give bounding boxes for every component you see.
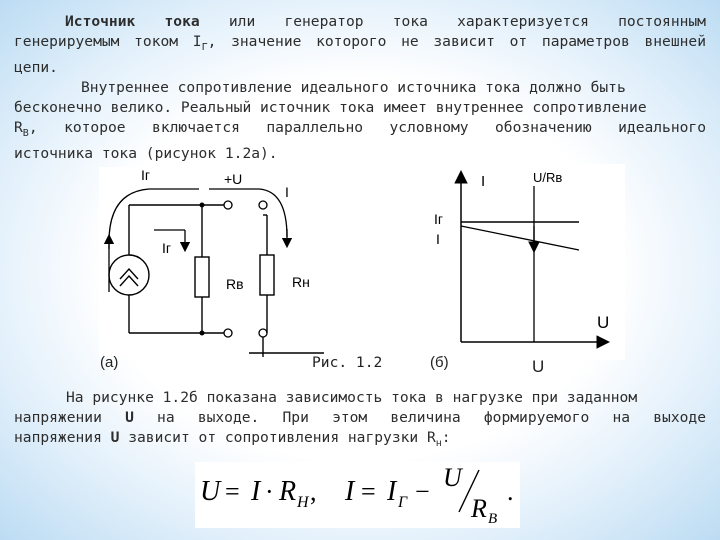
formula-eq1: =: [225, 477, 240, 506]
paragraph2-line3-b: , которое включается параллельно условному обозначению идеального: [28, 119, 706, 136]
line-i-load: [461, 226, 579, 250]
formula-period: .: [507, 477, 514, 506]
paragraph2-line3-a: R: [14, 119, 23, 136]
subscript-n: н: [435, 437, 442, 449]
paragraph3-line3: [14, 428, 706, 454]
paragraph3-line2-a: напряжении: [14, 409, 126, 426]
figure-current-voltage-graph: [429, 164, 625, 360]
paragraph2-line3: [14, 118, 706, 144]
label-ig-top: Iг: [141, 167, 150, 183]
paragraph1-line1: [14, 12, 706, 32]
formula-sub-n: Н: [297, 494, 309, 511]
formula-num-u: U: [443, 463, 462, 492]
formula-dot: ·: [265, 477, 274, 506]
label-i: I: [285, 184, 289, 200]
paragraph1-line2: [14, 32, 706, 58]
formula-u: U: [200, 476, 221, 507]
formula-r: R: [279, 476, 297, 507]
label-rn: Rн: [292, 274, 310, 290]
junction-top: [200, 203, 205, 208]
formula-comma: ,: [310, 477, 317, 506]
term-current-source: Источник тока: [65, 13, 200, 30]
formula-eq2: =: [361, 477, 376, 506]
caption-u: U: [532, 357, 545, 376]
terminal-bottom-left: [224, 329, 232, 337]
paragraph2-line1: Внутреннее сопротивление идеального источника тока должно быть: [81, 79, 626, 96]
paragraph3-line3-b: зависит от сопротивления нагрузки R: [119, 429, 436, 446]
label-u-rv: U/Rв: [533, 170, 563, 185]
paragraph3-line2: [14, 408, 706, 428]
formula-sub-v: В: [488, 511, 498, 527]
terminal-bottom-right: [259, 329, 267, 337]
label-rv: Rв: [226, 276, 244, 292]
paragraph3-line1: На рисунке 1.2б показана зависимость тока в нагрузке при заданном: [66, 389, 638, 406]
formula-i2: I: [345, 476, 355, 507]
formula-sub-g: Г: [398, 494, 408, 511]
circuit-svg: [99, 167, 324, 357]
paragraph2-line4: источника тока (рисунок 1.2а).: [14, 144, 278, 162]
loop-arrow-i: [209, 189, 287, 237]
junction-bottom: [200, 331, 205, 336]
resistor-rn: [260, 255, 274, 295]
paragraph3-line2-u: U: [125, 409, 134, 426]
figure-circuit-diagram: [99, 167, 324, 357]
paragraph1-line2-b: , значение которого не зависит от параметров внешней: [207, 33, 706, 50]
paragraph1-line1-text: или генератор тока характеризуется постоянным: [228, 13, 706, 30]
terminal-top-right: [259, 201, 267, 209]
subscript-g: Г: [201, 41, 208, 53]
caption-figure-number: Рис. 1.2: [312, 354, 383, 371]
paragraph1-line2-a: генерируемым током I: [14, 33, 202, 50]
paragraph1-line3: цепи.: [14, 58, 58, 76]
formula-equations: [195, 462, 520, 528]
label-plus-u: +U: [224, 171, 243, 187]
resistor-rv: [195, 257, 209, 297]
label-ig-mid: Iг: [162, 240, 171, 256]
caption-a: (а): [100, 354, 119, 371]
paragraph3-line2-b: на выходе. При этом величина формируемого на выходе: [133, 409, 706, 426]
paragraph2-line2: бесконечно велико. Реальный источник тока имеет внутреннее сопротивление: [14, 99, 647, 116]
paragraph3-line3-end: :: [441, 429, 451, 446]
caption-b: (б): [430, 354, 449, 371]
paragraph-load-current: [14, 388, 706, 454]
paragraph-internal-resistance: [14, 78, 706, 164]
formula-i1: I: [251, 476, 261, 507]
graph-svg: [429, 164, 625, 360]
label-ig: Iг: [434, 211, 443, 227]
label-i: I: [436, 231, 440, 247]
subscript-v: В: [22, 127, 29, 139]
formula-den-r: R: [471, 494, 487, 523]
formula-i3: I: [387, 476, 397, 507]
paragraph3-line3-u: U: [110, 429, 120, 446]
formula-minus: −: [415, 477, 430, 506]
paragraph-current-source-definition: [14, 12, 706, 78]
label-i-axis: I: [481, 173, 486, 190]
label-u-axis: U: [597, 313, 610, 332]
paragraph3-line3-a: напряжения: [14, 429, 111, 446]
formula-box: [195, 462, 520, 528]
terminal-top-left: [224, 201, 232, 209]
